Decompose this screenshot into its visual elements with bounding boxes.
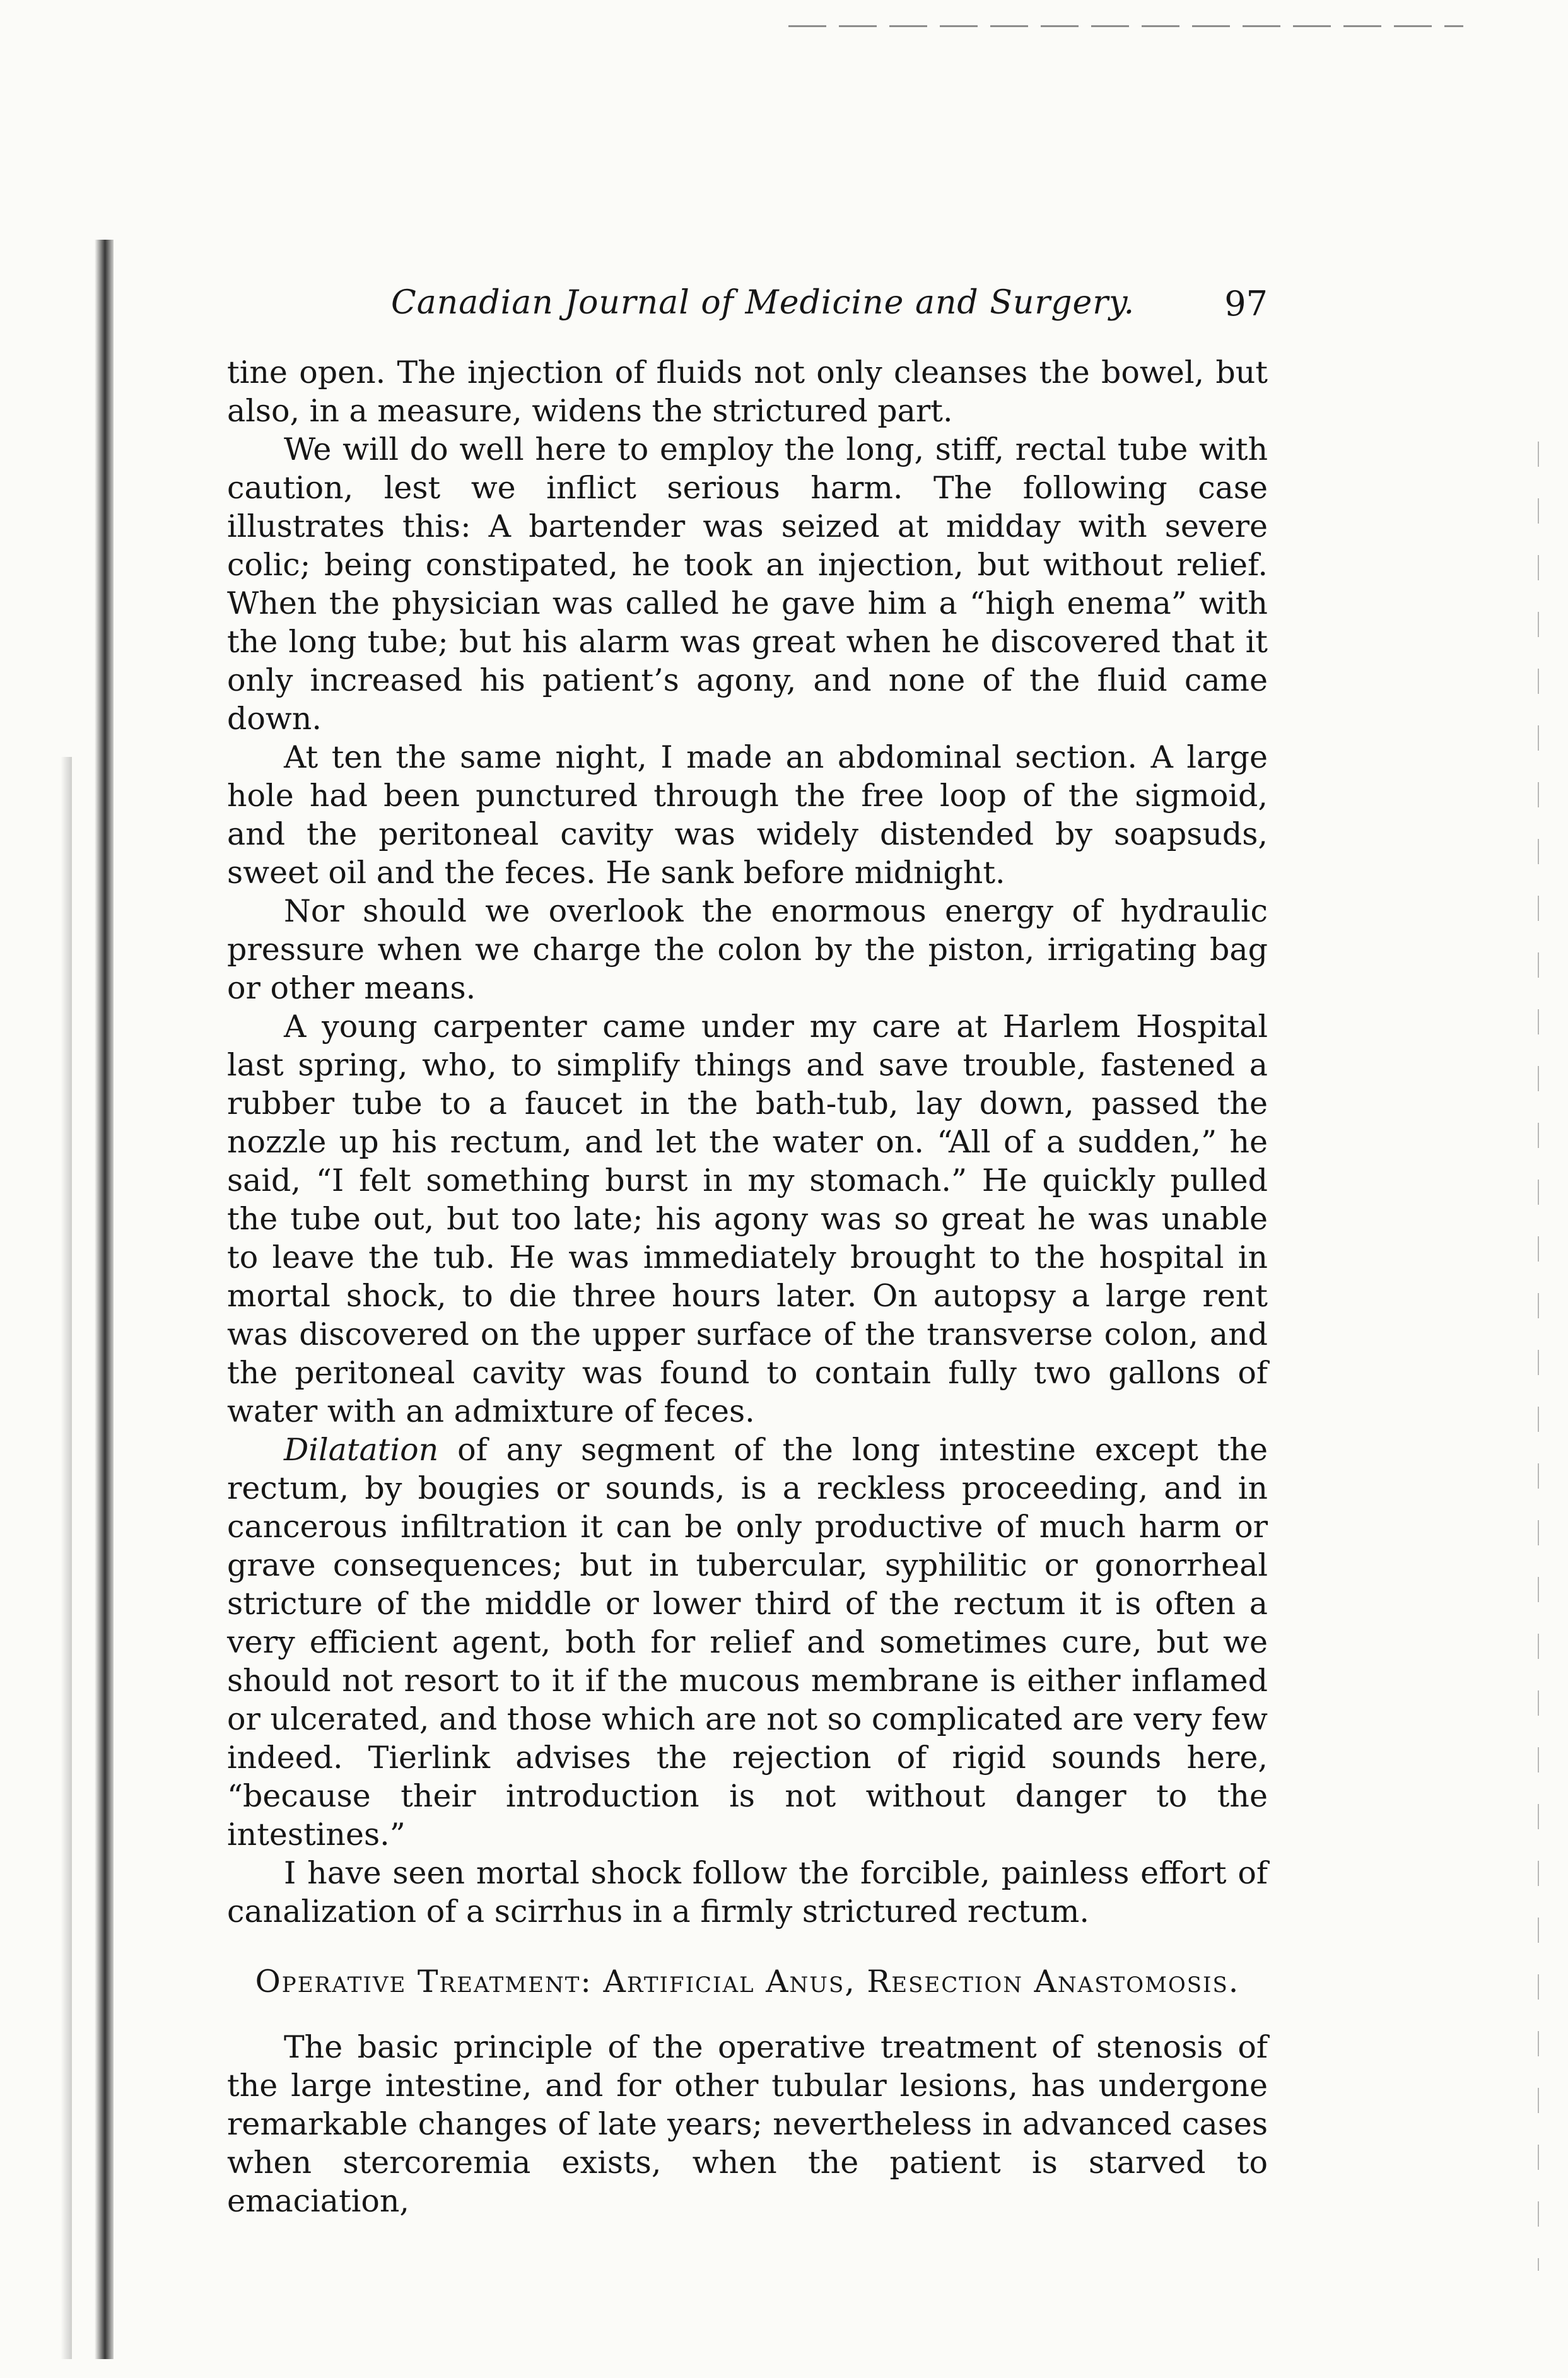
paragraph: I have seen mortal shock follow the forcible, painless effort of canalization of a scirrhus in a firmly strictured rectum. — [227, 1855, 1268, 1930]
dilatation-lead: Dilatation — [284, 1432, 439, 1468]
scan-right-rule — [1538, 442, 1539, 2271]
running-head — [227, 284, 1268, 334]
body-text — [227, 353, 1268, 2220]
scan-top-rule — [788, 25, 1463, 27]
paragraph: Nor should we overlook the enormous energy of hydraulic pressure when we charge the colon by the piston, irrigating bag or other means. — [227, 893, 1268, 1006]
scan-edge-shadow — [95, 240, 114, 2359]
section-heading: Operative Treatment: Artificial Anus, Resection Anastomosis. — [255, 1964, 1240, 2000]
dilatation-text: of any segment of the long intestine except the rectum, by bougies or sounds, is a reckless proceeding, and in cancerous infiltration it can be only productive of much harm or grave consequences; but in tubercular, syphilitic or gonorrheal stricture of the middle or lower third of the rectum it is often a very efficient agent, both for relief and sometimes cure, but we should not resort to it if the mucous membrane is either inflamed or ulcerated, and those which are not so complicated are very few indeed. Tierlink advises the rejection of rigid sounds here, “because their introduction is not without danger to the intestines.” — [227, 1432, 1268, 1853]
paragraph-dilatation — [227, 1431, 1268, 1854]
page-number: 97 — [1224, 284, 1268, 324]
paragraph: At ten the same night, I made an abdominal section. A large hole had been punctured through the free loop of the sigmoid, and the peritoneal cavity was widely distended by soapsuds, sweet oil and the feces. He sank before midnight. — [227, 739, 1268, 891]
scan-edge-shadow-faint — [61, 757, 72, 2359]
journal-title: Canadian Journal of Medicine and Surgery. — [391, 284, 1135, 322]
paragraph: A young carpenter came under my care at Harlem Hospital last spring, who, to simplify things and save trouble, fastened a rubber tube to a faucet in the bath-tub, lay down, passed the nozzle up his rectum, and let the water on. “All of a sudden,” he said, “I felt something burst in my stomach.” He quickly pulled the tube out, but too late; his agony was so great he was unable to leave the tub. He was immediately brought to the hospital in mortal shock, to die three hours later. On autopsy a large rent was discovered on the upper surface of the transverse colon, and the peritoneal cavity was found to contain fully two gallons of water with an admixture of feces. — [227, 1009, 1268, 1429]
paragraph: The basic principle of the operative treatment of stenosis of the large intestine, and for other tubular lesions, has undergone remarkable changes of late years; nevertheless in advanced cases when stercoremia exists, when the patient is starved to emaciation, — [227, 2029, 1268, 2219]
paragraph: tine open. The injection of fluids not only cleanses the bowel, but also, in a measure, widens the strictured part. — [227, 354, 1268, 429]
paragraph: We will do well here to employ the long, stiff, rectal tube with caution, lest we inflict serious harm. The following case illustrates this: A bartender was seized at midday with severe colic; being constipated, he took an injection, but without relief. When the physician was called he gave him a “high enema” with the long tube; but his alarm was great when he discovered that it only increased his patient’s agony, and none of the fluid came down. — [227, 431, 1268, 737]
